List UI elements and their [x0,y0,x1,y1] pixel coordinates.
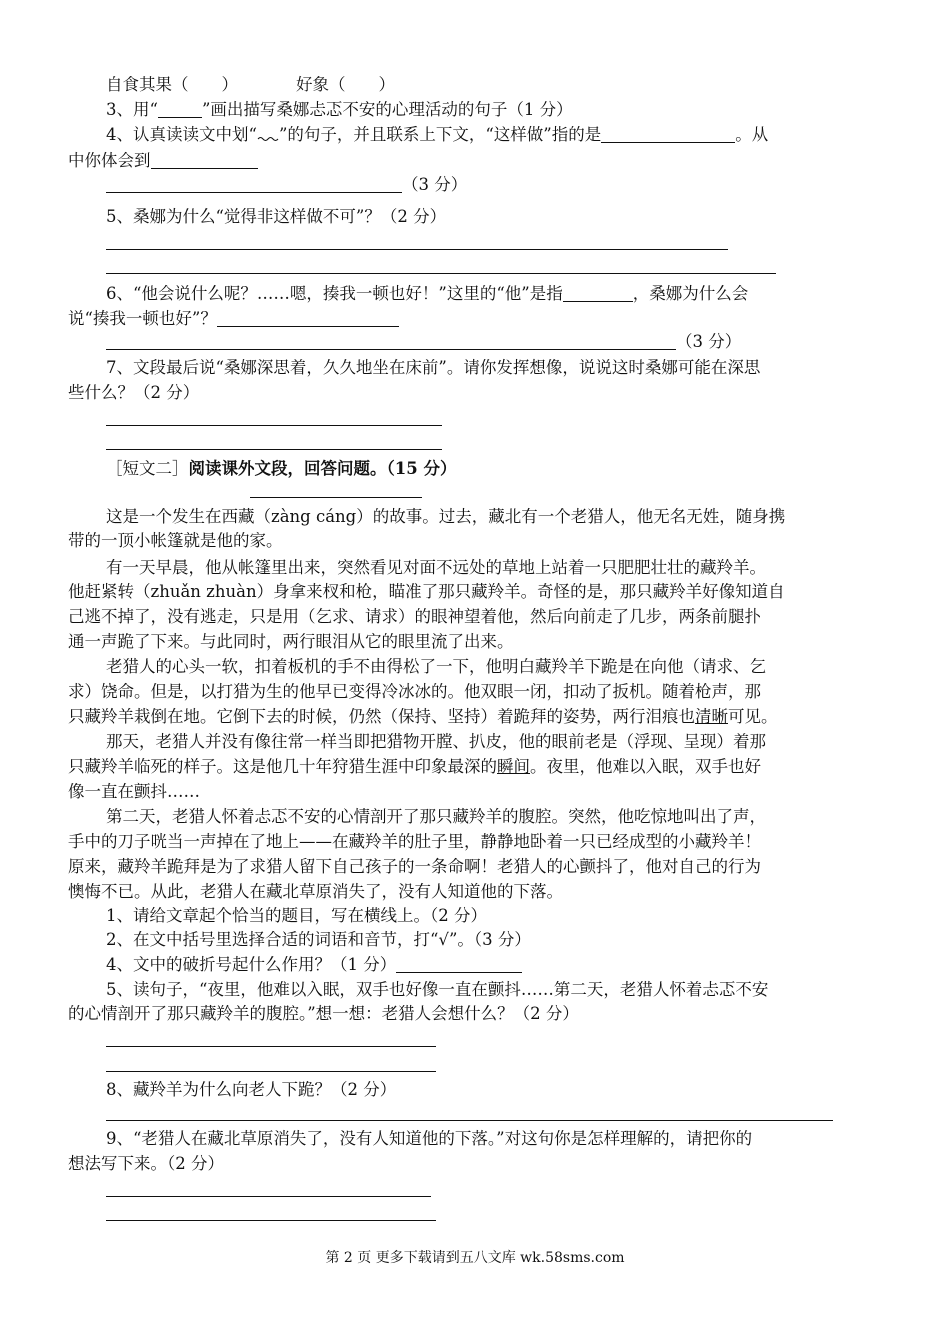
p5-line2: 手中的刀子咣当一声掉在了地上——在藏羚羊的肚子里，静静地卧着一只已经成型的小藏羚羊！ [68,832,761,851]
s2-q2: 2、在文中括号里选择合适的词语和音节，打“√”。（3 分） [106,930,531,949]
s2-q4-line [106,954,522,976]
s2-q9-answer-line-1[interactable] [106,1196,431,1197]
q4-text-end: 。从 [735,125,769,144]
q6-line2 [68,308,399,330]
p4-underlined-word: 瞬间 [497,757,530,776]
story-title-blank[interactable] [250,497,422,498]
p5-line4: 懊悔不已。从此，老猎人在藏北草原消失了，没有人知道他的下落。 [68,882,563,901]
q6-line3 [106,331,741,353]
p4-line2-post: 。夜里，他难以入眠，双手也好 [530,757,761,776]
p3-line1: 老猎人的心头一软，扣着板机的手不由得松了一下，他明白藏羚羊下跪是在向他（请求、乞 [106,657,766,676]
q7-line2: 些什么？（2 分） [68,383,200,402]
q7-answer-line-2[interactable] [106,449,442,450]
page-footer: 第 2 页 更多下载请到五八文库 wk.58sms.com [325,1250,625,1266]
q3-text-post: ”画出描写桑娜忐忑不安的心理活动的句子（1 分） [201,100,573,119]
q4-score: （3 分） [402,175,468,194]
q5-text: 5、桑娜为什么“觉得非这样做不可”？（2 分） [106,207,447,226]
p3-underlined-word: 清晰 [695,707,728,726]
section2-heading [106,458,456,480]
p5-line3: 原来，藏羚羊跪拜是为了求猎人留下自己孩子的一条命啊！老猎人的心颤抖了，他对自己的行为 [68,857,761,876]
section2-title: 阅读课外文段，回答问题。（15 分） [188,459,457,478]
p2-line2: 他赶紧转（zhuǎn zhuàn）身拿来杈和枪，瞄准了那只藏羚羊。奇怪的是，那只藏羚羊好像知道自 [68,582,785,601]
q4-answer-blank-3[interactable] [106,174,402,193]
p2-line3: 己逃不掉了，没有逃走，只是用（乞求、请求）的眼神望着他，然后向前走了几步，两条前腿扑 [68,607,761,626]
q4-line2 [68,150,258,172]
p3-line2: 求）饶命。但是，以打猎为生的他早已变得冷冰冰的。他双眼一闭，扣动了扳机。随着枪声，那 [68,682,761,701]
vocab-b: 好象（ ） [296,75,395,94]
vocab-line [106,74,395,96]
q7-answer-line-1[interactable] [106,425,442,426]
q6-score: （3 分） [676,332,742,351]
q3-text-pre: 3、用“ [106,100,158,119]
s2-q8: 8、藏羚羊为什么向老人下跪？（2 分） [106,1080,397,1099]
q3-line [106,99,573,121]
s2-q9-line2: 想法写下来。（2 分） [68,1154,224,1173]
q6-text-post: ，桑娜为什么会 [632,284,749,303]
q4-text-mid: ”的句子，并且联系上下文，“这样做”指的是 [278,125,602,144]
q4-text-pre: 4、认真读读文中划“ [106,125,257,144]
q3-underline-sample [158,99,202,118]
q6-answer-blank-2[interactable] [217,308,399,327]
section2-tag: ［短文二］ [106,459,189,478]
p4-line1: 那天，老猎人并没有像往常一样当即把猎物开膛、扒皮，他的眼前老是（浮现、呈现）着那 [106,732,766,751]
q4-line2-text: 中你体会到 [68,151,151,170]
q5-answer-line-1[interactable] [106,249,728,250]
q4-line3 [106,174,467,196]
s2-q4-answer-blank[interactable] [396,954,522,973]
q5-answer-line-2[interactable] [106,273,776,274]
p3-line3-pre: 只藏羚羊栽倒在地。它倒下去的时候，仍然（保持、坚持）着跪拜的姿势，两行泪痕也 [68,707,695,726]
s2-q9-line1: 9、“老猎人在藏北草原消失了，没有人知道他的下落。”对这句你是怎样理解的，请把你的 [106,1129,753,1148]
q7-line1: 7、文段最后说“桑娜深思着，久久地坐在床前”。请你发挥想像，说说这时桑娜可能在深思 [106,358,761,377]
s2-q5-line1: 5、读句子，“夜里，他难以入眠，双手也好像一直在颤抖……第二天，老猎人怀着忐忑不安 [106,980,769,999]
p1-line1: 这是一个发生在西藏（zàng cáng）的故事。过去，藏北有一个老猎人，他无名无姓，随身携 [106,507,786,526]
p3-line3-post: 可见。 [728,707,778,726]
s2-q5-line2: 的心情剖开了那只藏羚羊的腹腔。”想一想：老猎人会想什么？（2 分） [68,1004,579,1023]
vocab-a: 自食其果（ ） [106,75,238,94]
s2-q9-answer-line-2[interactable] [106,1220,436,1221]
s2-q8-answer-line[interactable] [106,1120,833,1121]
q6-answer-blank-3[interactable] [106,331,676,350]
p4-line3: 像一直在颤抖…… [68,782,200,801]
q6-text-pre: 6、“他会说什么呢？……嗯，揍我一顿也好！”这里的“他”是指 [106,284,563,303]
q4-line1 [106,124,768,146]
q6-line2-text: 说“揍我一顿也好”？ [68,309,217,328]
p4-line2 [68,756,761,778]
p2-line1: 有一天早晨，他从帐篷里出来，突然看见对面不远处的草地上站着一只肥肥壮壮的藏羚羊。 [106,558,766,577]
q4-answer-blank[interactable] [601,124,735,143]
p1-line2: 带的一顶小帐篷就是他的家。 [68,531,283,550]
p5-line1: 第二天，老猎人怀着忐忑不安的心情剖开了那只藏羚羊的腹腔。突然，他吃惊地叫出了声， [106,807,766,826]
q6-answer-blank[interactable] [563,283,633,302]
s2-q4-text: 4、文中的破折号起什么作用？（1 分） [106,955,397,974]
s2-q5-answer-line-2[interactable] [106,1071,436,1072]
wavy-underline-icon [257,126,279,142]
q6-line1 [106,283,748,305]
s2-q5-answer-line-1[interactable] [106,1046,436,1047]
s2-q1: 1、请给文章起个恰当的题目，写在横线上。（2 分） [106,906,487,925]
p2-line4: 通一声跪了下来。与此同时，两行眼泪从它的眼里流了出来。 [68,632,514,651]
q4-answer-blank-2[interactable] [151,150,258,169]
p4-line2-pre: 只藏羚羊临死的样子。这是他几十年狩猎生涯中印象最深的 [68,757,497,776]
p3-line3 [68,706,778,728]
